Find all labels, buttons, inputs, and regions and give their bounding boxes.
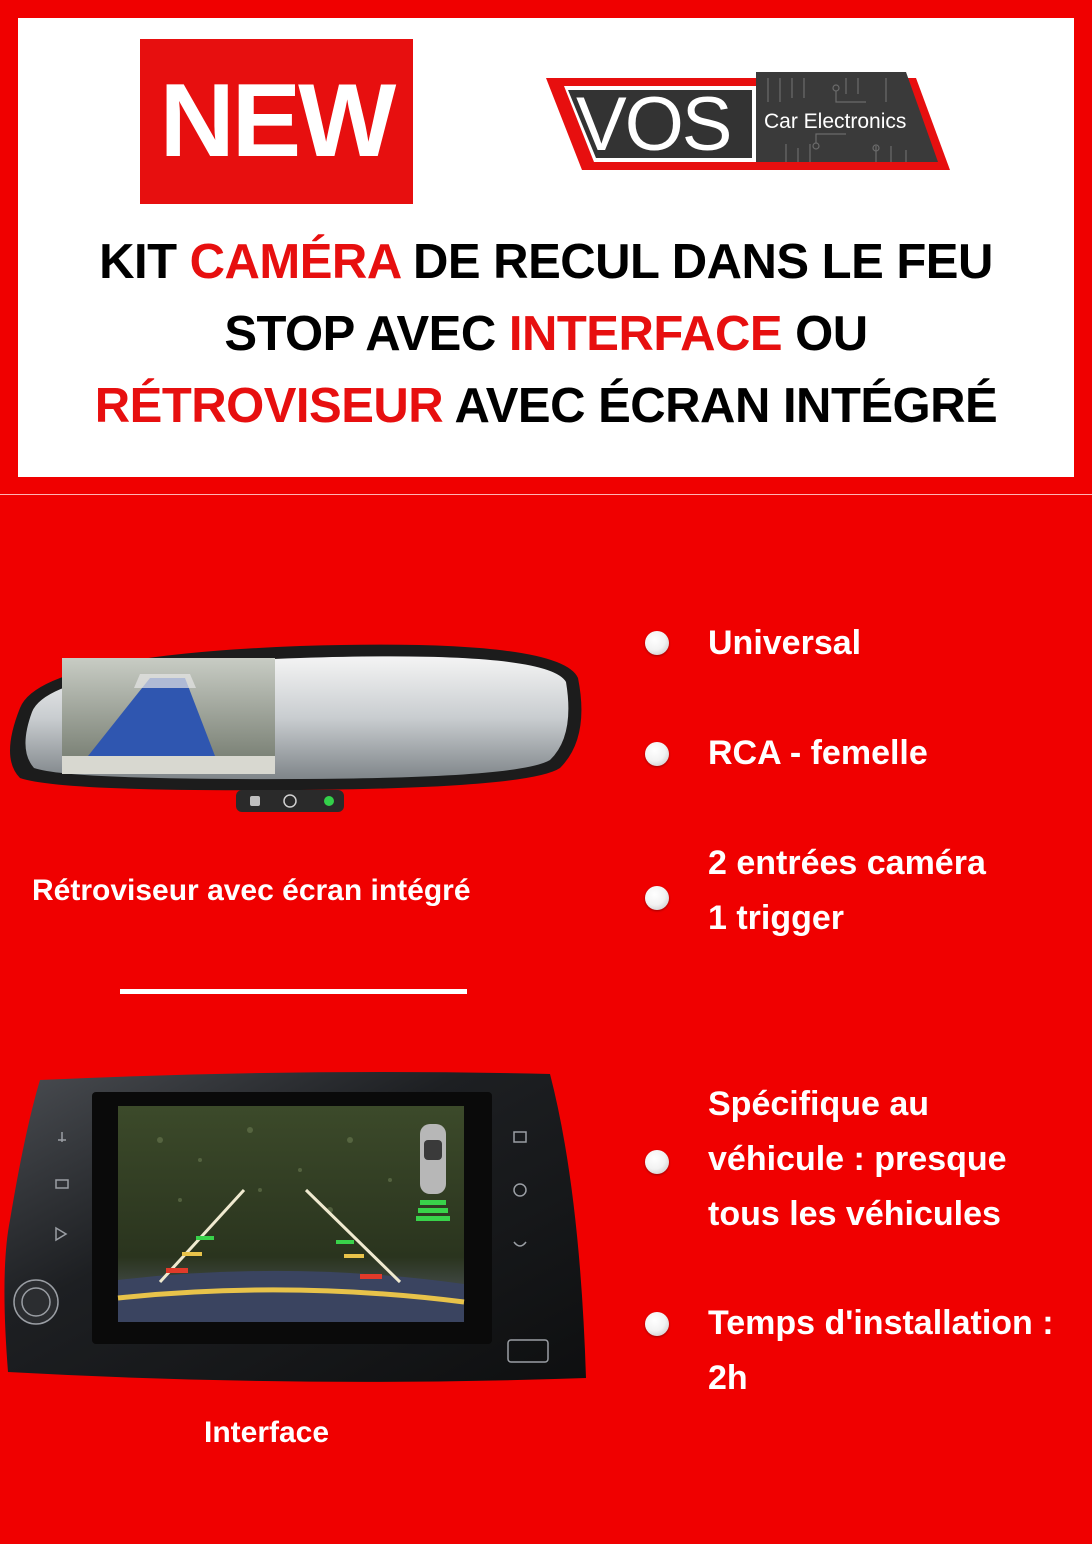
- new-badge: NEW: [140, 39, 413, 204]
- feature-universal: [708, 616, 861, 671]
- feature-line: Spécifique au: [708, 1085, 930, 1123]
- headline-line-2: [18, 298, 1074, 370]
- vos-logo: [546, 72, 950, 170]
- feature-line: 2 entrées caméra: [708, 844, 986, 882]
- header-panel: [18, 18, 1074, 477]
- bullet-icon: [645, 1312, 669, 1336]
- mirror-image: [0, 638, 586, 816]
- headline-text: AVEC ÉCRAN INTÉGRÉ: [443, 379, 998, 433]
- interface-image: [0, 1070, 590, 1390]
- headline-line-3: [18, 370, 1074, 442]
- feature-line: 1 trigger: [708, 899, 845, 937]
- headline-text: OU: [782, 307, 868, 361]
- feature-line: RCA - femelle: [708, 734, 928, 772]
- feature-line: Temps d'installation :: [708, 1304, 1054, 1342]
- bullet-icon: [645, 631, 669, 655]
- logo-tagline: Car Electronics: [764, 110, 907, 133]
- section-divider: [0, 494, 1092, 495]
- headline-highlight: INTERFACE: [508, 307, 783, 361]
- headline-highlight: CAMÉRA: [189, 235, 400, 289]
- feature-camera-inputs: [708, 836, 986, 946]
- product-separator: [120, 989, 467, 994]
- bullet-icon: [645, 1150, 669, 1174]
- headline-text: STOP AVEC: [224, 307, 509, 361]
- headline-line-1: [18, 226, 1074, 298]
- headline-text: DE RECUL DANS LE FEU: [399, 235, 993, 289]
- interface-caption: Interface: [204, 1416, 330, 1449]
- feature-line: tous les véhicules: [708, 1195, 1001, 1233]
- mirror-caption: Rétroviseur avec écran intégré: [32, 874, 471, 907]
- feature-rca: [708, 726, 928, 781]
- feature-vehicle-specific: [708, 1077, 1007, 1242]
- feature-line: véhicule : presque: [708, 1140, 1007, 1178]
- headline: [18, 226, 1074, 442]
- headline-text: KIT: [99, 235, 190, 289]
- headline-highlight: RÉTROVISEUR: [94, 379, 444, 433]
- logo-brand: VOS: [576, 82, 731, 167]
- feature-install-time: [708, 1296, 1054, 1406]
- feature-line: 2h: [708, 1359, 748, 1397]
- bullet-icon: [645, 886, 669, 910]
- feature-line: Universal: [708, 624, 862, 662]
- bullet-icon: [645, 742, 669, 766]
